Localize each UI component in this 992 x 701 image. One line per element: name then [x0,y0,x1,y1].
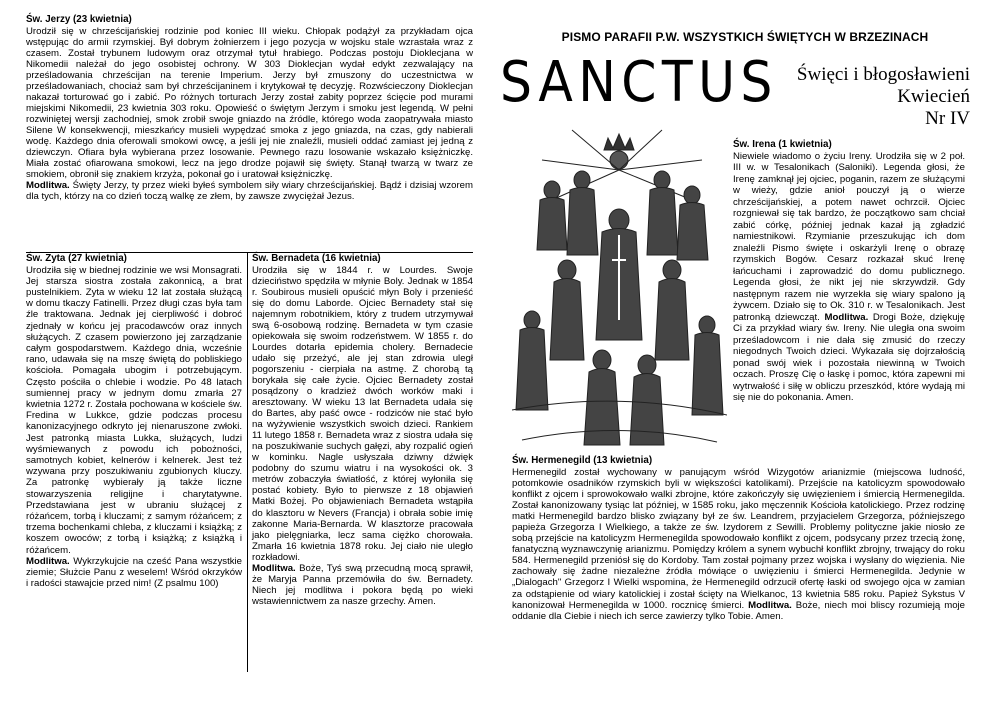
article-body: Urodziła się w biednej rodzinie we wsi Monsagrati. Jej starsza siostra została zakonnicą, a brat pustelnikiem. Zyta w wieku 12 lat została służącą w domu tkaczy Fatinelli. Przez długi czas była tam źle traktowana. Jednak jej cierpliwość i dobroć zjednały w końcu jej pracodawców oraz innych służących. Z czasem powierzono jej zarządzanie całym gospodarstwem. Każdego dnia, wcześnie rano, udawała się na mszę świętą do pobliskiego kościoła. Pomagała ubogim i potrzebującym. Często pościła o chlebie i wodzie. Po 48 latach sumiennej pracy w jednym domu zmarła 27 kwietnia 1272 r. Została pochowana w kościele św. Fredina w Lukkce, gdzie podczas procesu kanonizacyjnego odkryto jej nienaruszone zwłoki. Jest patronką miasta Lukka, służących, ludzi wyśmiewanych z powodu ich pobożności, samotnych kobiet, kelnerów i kelnerek. Jest też wzywana przy poszukiwaniu zgubionych kluczy. Za patronkę wybierały ją także liczne stowarzyszenia religijne i charytatywne. Przedstawiana jest w ubraniu służącej z różańcem, torbą i kluczami; z samym różańcem; z trzema bochenkami chleba, z kluczami i książką; z koszem owoców; z torbą i książką; z książką i różańcem. Modlitwa. Wykrzykujcie na cześć Pana wszystkie ziemie; Służcie Panu z weselem! Wśród okrzyków i radości stawajcie przed nim! (Z psalmu 100) [26,264,242,590]
sanctus-logo: SANCTUS [500,50,778,115]
prayer-text: Wykrzykujcie na cześć Pana wszystkie ziemie; Służcie Panu z weselem! Wśród okrzyków i radości stawajcie przed nim! (Z psalmu 100) [26,555,242,590]
parish-title: PISMO PARAFII P.W. WSZYSTKICH ŚWIĘTYCH W BRZEZINACH [561,30,929,44]
saints-engraving-icon [512,120,727,450]
prayer-label: Modlitwa. [824,311,869,323]
prayer-label: Modlitwa. [26,555,70,567]
article-jerzy [26,14,473,202]
article-title: Św. Zyta (27 kwietnia) [26,253,127,264]
article-irena [733,139,965,404]
article-zyta [26,253,242,589]
article-body: Niewiele wiadomo o życiu Ireny. Urodziła się w 2 poł. III w. w Tesalonikach (Saloniki). Legenda głosi, że Irenę zamknął jej ojciec, poganin, razem ze służącymi w wieży, gdzie anioł pouczył ją o wierze chrześcijańskiej, a potem nawet ochrzcił. Ojciec rozgniewał się tak bardzo, że początkowo sam chciał zabić córkę, później jednak kazał ją zgładzić namiestnikowi. Rzymianie przeszukując ich dom znaleźli Pismo święte i oskarżyli Irenę o obrazę rzymskich Bogów. Cesarz rozkazał skuć Irenę łańcuchami i zaprowadzić do domu publicznego. Legenda głosi, że nikt jej nie skrzywdził. Gdy następnym razem nie wyrzekła się wiary spalono ją żywcem. Działo się to Ok. 310 r. w Tesalonikach. Jest patronką dziewcząt. Modlitwa. Drogi Boże, dziękuję Ci za przykład wiary św. Ireny. Nie uległa ona swoim prześladowcom i nie dała się zmusić do rzeczy niegodnych Twoich dzieci. Wykazała się dojrzałością ponad swój wiek i pozostała niewinną w Twoich oczach. Proszę Cię o łaskę i pomoc, która zapewni mi wytrwałość i siłę w obliczu przeszkód, które wydają mi się nie do pokonania. Amen. [733,150,965,403]
article-title: Św. Irena (1 kwietnia) [733,139,832,150]
prayer-label: Modlitwa. [26,180,70,192]
subtitle: Święci i błogosławieni [796,64,970,85]
prayer-text: Święty Jerzy, ty przez wieki byłeś symbolem siły wiary chrześcijańskiej. Bądź i dzisiaj wzorem dla tych, którzy na co dzień toczą walkę ze złem, by zawsze zwyciężał Jezus. [26,180,473,203]
prayer-label: Modlitwa. [252,562,296,574]
article-hermenegild [512,455,965,622]
prayer-text: Drogi Boże, dziękuję Ci za przykład wiary św. Ireny. Nie uległa ona swoim prześladowcom i nie dała się zmusić do rzeczy niegodnych Twoich dzieci. Wykazała się dojrzałością ponad swój wiek i pozostała niewinną w Twoich oczach. Proszę Cię o łaskę i pomoc, która zapewni mi wytrwałość i siłę w obliczu przeszkód, które wydają mi się nie do pokonania. Amen. [733,311,965,403]
article-title: Św. Jerzy (23 kwietnia) [26,14,132,25]
issue-number: Nr IV [925,108,970,129]
article-title: Św. Bernadeta (16 kwietnia) [252,253,381,264]
article-bernadeta [252,253,473,607]
saints-illustration [512,120,727,450]
prayer-text: Boże, niech moi bliscy rozumieją moje oddanie dla Ciebie i niech ich serce zawierzy tylko Tobie. Amen. [512,599,966,622]
column-divider [247,252,248,672]
prayer-label: Modlitwa. [748,599,792,611]
month: Kwiecień [897,86,970,107]
article-body: Hermenegild został wychowany w panującym wśród Wizygotów arianizmie (miejscowa ludność, potomkowie osadników rzymskich byli w większości katolikami). Przejście na katolicyzm spowodowało konflikt z ojcem i sprowokowało walki zbrojne, które zakończyły się uwięzieniem i śmiercią Hermenegilda. Został kanonizowany tysiąc lat później, w 1585 roku, jako męczennik Kościoła katolickiego. Przez rodzinę matki Hermenegild bardzo blisko związany był ze św. Leandrem, przyjacielem Grzegorza, późniejszego papieża Grzegorza I Wielkiego, a także ze św. Izydorem z Sewilli. Problemy polityczne jakie niosło ze sobą przejście na katolicyzm Hermenegilda spowodowało konflikt z ojcem, podsycany przez trzecią żonę, fanatyczną wyznawczynię arianizmu. Pomiędzy królem a synem wybuchł konflikt zbrojny, trwający do roku 584. Hermenegild przeniósł się do Kordoby. Tam został pojmany przez wojska i wysłany do więzienia. Nie zachowały się żadne niezależne źródła mówiące o uwięzieniu i śmierci Hermenegilda. Jedynie w „Dialogach" Grzegorz I Wielki wspomina, że Hermenegild odrzucił ofertę łaski od swojego ojca w zamian za odstąpienie od wiary katolickiej i został ścięty na Wielkanoc, 13 kwietnia 585 roku. Papież Sykstus V kanonizował Hermenegilda w 1000. rocznicę śmierci. Modlitwa. Boże, niech moi bliscy rozumieją moje oddanie dla Ciebie i niech ich serce zawierzy tylko Tobie. Amen. [512,466,966,622]
prayer-text: Boże, Tyś swą przecudną mocą sprawił, że Maryja Panna przemówiła do św. Bernadety. Niech jej modlitwa i pokora będą po wieki wstawiennictwem za nasze grzechy. Amen. [252,562,473,607]
article-body: Urodziła się w 1844 r. w Lourdes. Swoje dzieciństwo spędziła w młynie Boly. Jednak w 1854 r. Soubirous musieli opuścić młyn Boly i przenieść się do domu Laborde. Ojciec Bernadety stał się najemnym robotnikiem, który z trudem utrzymywał swą 6-osobową rodzinę. Bernadeta w tym czasie opiekowała się swoim rodzeństwem. W 1855 r. do Lourdes dotarła epidemia cholery. Bernadecie udało się przeżyć, ale jej stan zdrowia uległ pogorszeniu - cierpiała na astmę. Z chorobą tą borykała się całe życie. Ojciec Bernadety został posądzony o kradzież dwóch worków maki i aresztowany. W wieku 13 lat Bernadeta udała się do Bartes, aby paść owce - rodziców nie stać było na wyżywienie wszystkich swoich dzieci. Rankiem 11 lutego 1858 r. Bernadeta wraz z siostra udała się na poszukiwanie suchych gałęzi, aby rozpalić ogień w kominku. Nagle usłyszała dziwny dźwięk podobny do szumu wiatru i na wysokości ok. 3 metrów zobaczyła światłość, z której wyłoniła się postać kobiety. Było to pierwsze z 18 objawień Matki Bożej. Po objawieniach Bernadeta wstąpiła do klasztoru w Nevers (Francja) i obrała sobie imię zakonne Maria-Bernarda. W klasztorze pracowała jako pielęgniarka, lecz sama ciężko chorowała. Zmarła 16 kwietnia 1878 roku. Jej ciało nie uległo rozkładowi. Modlitwa. Boże, Tyś swą przecudną mocą sprawił, że Maryja Panna przemówiła do św. Bernadety. Niech jej modlitwa i pokora będą po wieki wstawiennictwem za nasze grzechy. Amen. [252,264,473,607]
article-title: Św. Hermenegild (13 kwietnia) [512,455,653,466]
article-body: Urodził się w chrześcijańskiej rodzinie pod koniec III wieku. Chłopak podążył za przykładam ojca wstępując do armii rzymskiej. Był dobrym żołnierzem i jego pozycja w wojsku stale wzrastała wraz z czasem. Został trybunem ludowym oraz otrzymał tytuł hrabiego. Podczas postoju Dioklecjana w Nikomedii należał do jego osobistej ochrony. W 303 Dioklecjan wydał edykt zezwalający na prześladowania chrześcijan na terenie Imperium. Jerzy był zmuszony do uczestnictwa w prześladowaniach, chociaż sam był chrześcijaninem i krytykował tę decyzję. Rozwścieczony Dioklecjan nakazał torturować go i zabić. Po różnych torturach Jerzy został zabity poprzez ścięcie pod murami miejskimi Nikomedii, 23 kwietnia 303 roku. Opowieść o świętym Jerzym i smoku jest legendą. W pełni rozwiniętej wersji zachodniej, smok zrobił swoje gniazdo na źródle, którego woda zaopatrywała miasto Silene W konsekwencji, mieszkańcy musieli wypędzać smoka z jego gniazda, na czas, gdy nabierali wodę. Każdego dnia oferowali smokowi owcę, a jeśli jej nie znaleźli, musieli oddać zamiast jej jedną z dziewczyn. Ofiara była wybierana przez losowanie. Pewnego razu losowanie wskazało księżniczkę. Miała zostać ofiarowana smokowi, lecz na jego drodze pojawił się święty. Stanął twarzą w twarz ze smokiem, obronił się znakiem krzyża, pokonał go i uratował księżniczkę. Modlitwa. Święty Jerzy, ty przez wieki byłeś symbolem siły wiary chrześcijańskiej. Bądź i dzisiaj wzorem dla tych, którzy na co dzień toczą walkę ze złem, by zawsze zwyciężał Jezus. [26,25,473,203]
